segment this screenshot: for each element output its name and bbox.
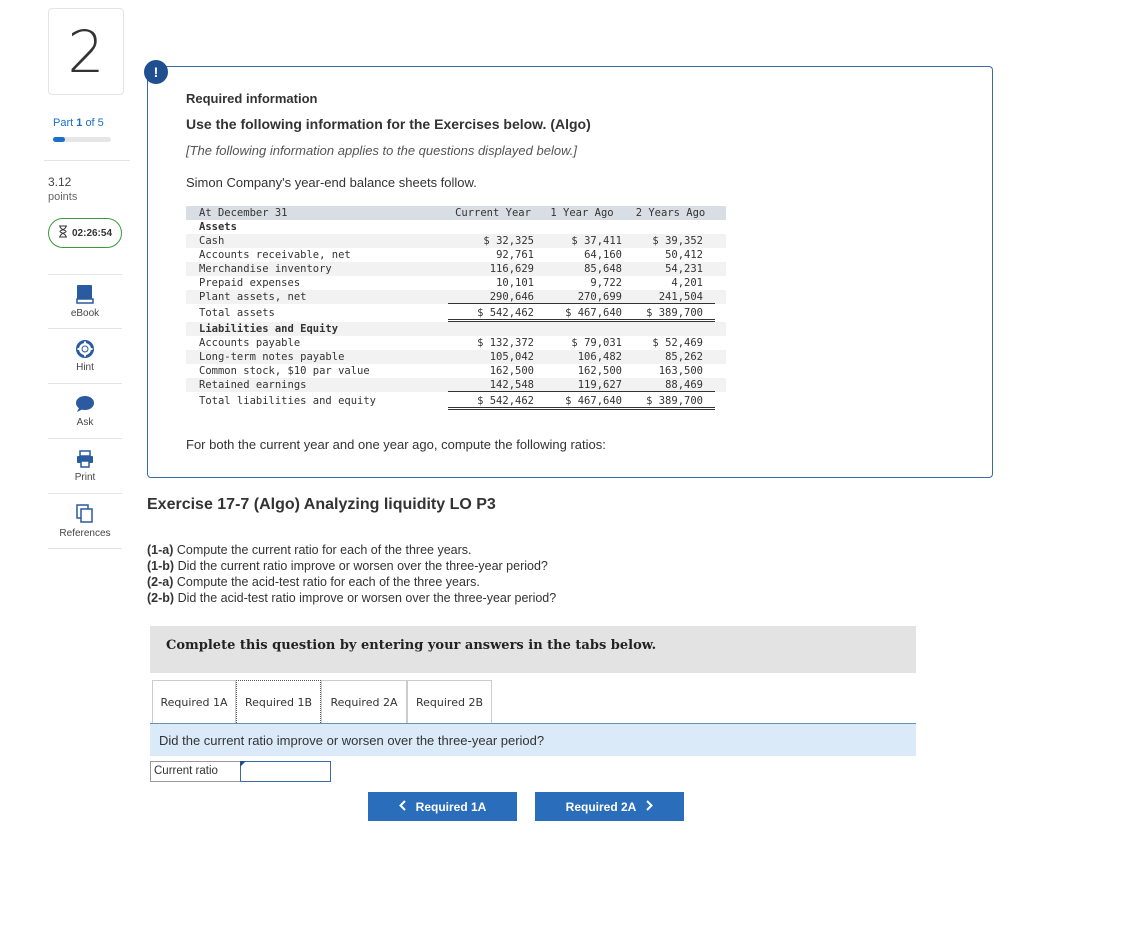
cell-current-year: 92,761: [496, 249, 534, 261]
row-label: Common stock, $10 par value: [199, 365, 370, 377]
answer-label: Current ratio: [150, 761, 241, 782]
question-number: 2: [67, 17, 105, 86]
tab-question-text: Did the current ratio improve or worsen over the three-year period?: [159, 733, 545, 748]
section-heading-row: [186, 220, 726, 234]
exercise-question: [147, 543, 472, 557]
next-tab-label: Required 2A: [565, 799, 637, 814]
timer[interactable]: [48, 218, 122, 248]
row-label: Merchandise inventory: [199, 263, 332, 275]
tool-label: Print: [74, 471, 96, 483]
cell-1-year-ago: $ 467,640: [538, 392, 626, 410]
question-text: Did the acid-test ratio improve or worsen over the three-year period?: [177, 591, 557, 605]
tab-required-2a[interactable]: Required 2A: [321, 680, 407, 723]
input-marker: [240, 761, 246, 767]
cell-current-year: 10,101: [496, 277, 534, 289]
chevron-right-icon: [646, 800, 653, 814]
row-label: Retained earnings: [199, 379, 307, 391]
row-label: Prepaid expenses: [199, 277, 301, 289]
question-text: Compute the acid-test ratio for each of the three years.: [176, 575, 480, 589]
tool-label: Ask: [76, 416, 94, 428]
sidebar: [0, 0, 140, 929]
next-tab-button[interactable]: [535, 792, 684, 821]
tab-required-1a[interactable]: Required 1A: [152, 680, 236, 723]
part-indicator: [53, 117, 104, 129]
intro-text: Simon Company's year-end balance sheets follow.: [186, 175, 477, 190]
previous-tab-button[interactable]: [368, 792, 517, 821]
cell-1-year-ago: 64,160: [584, 249, 622, 261]
cell-2-years-ago: 54,231: [665, 263, 703, 275]
tool-label: eBook: [70, 308, 100, 319]
table-row: [186, 364, 726, 378]
part-progress-fill: [53, 137, 65, 142]
cell-2-years-ago: 85,262: [665, 351, 703, 363]
assets-heading: Assets: [199, 221, 237, 233]
header-label: At December 31: [199, 207, 288, 219]
header-current-year: Current Year: [455, 207, 531, 219]
applies-note: [The following information applies to the questions displayed below.]: [186, 143, 577, 158]
cell-1-year-ago: 9,722: [590, 277, 622, 289]
part-progress-bar: [53, 137, 111, 142]
question-tag: (1-a): [147, 543, 174, 557]
exercise-title: Exercise 17-7 (Algo) Analyzing liquidity LO P3: [147, 496, 496, 513]
row-label: Cash: [199, 235, 225, 247]
timer-text: 02:26:54: [71, 227, 113, 239]
table-row: [186, 248, 726, 262]
cell-1-year-ago: 85,648: [584, 263, 622, 275]
row-label: Total liabilities and equity: [199, 395, 377, 407]
part-prefix: Part: [53, 117, 74, 129]
header-1-year-ago: 1 Year Ago: [550, 207, 614, 219]
cell-2-years-ago: 241,504: [626, 290, 715, 304]
chat-bubble-icon: [75, 395, 95, 413]
closing-text: For both the current year and one year ago, compute the following ratios:: [186, 437, 606, 452]
tools-panel: [48, 274, 122, 549]
row-label: Accounts payable: [199, 337, 301, 349]
ebook-button[interactable]: [48, 274, 122, 329]
liabilities-heading: Liabilities and Equity: [199, 323, 339, 335]
question-text: Did the current ratio improve or worsen over the three-year period?: [177, 559, 548, 573]
exercise-question: [147, 591, 556, 605]
book-icon: [76, 284, 94, 304]
tab-required-2b[interactable]: Required 2B: [407, 680, 492, 723]
table-row: [186, 350, 726, 364]
cell-current-year: $ 32,325: [483, 235, 534, 247]
cell-1-year-ago: 119,627: [538, 378, 626, 392]
question-tag: (1-b): [147, 559, 175, 573]
section-heading-row: [186, 322, 726, 336]
cell-1-year-ago: 106,482: [577, 351, 622, 363]
balance-sheet-table: [186, 206, 726, 410]
cell-1-year-ago: 162,500: [577, 365, 622, 377]
cell-1-year-ago: $ 467,640: [538, 304, 626, 322]
table-row: [186, 276, 726, 290]
current-ratio-select[interactable]: [240, 761, 331, 782]
tab-required-1b[interactable]: Required 1B: [236, 680, 321, 723]
cell-1-year-ago: $ 37,411: [571, 235, 622, 247]
question-tag: (2-a): [147, 575, 174, 589]
question-text: Compute the current ratio for each of the three years.: [176, 543, 472, 557]
cell-current-year: 142,548: [448, 378, 538, 392]
divider: [44, 160, 130, 161]
cell-2-years-ago: $ 389,700: [626, 392, 715, 410]
printer-icon: [76, 450, 94, 468]
cell-current-year: 105,042: [489, 351, 534, 363]
previous-tab-label: Required 1A: [415, 799, 487, 814]
total-assets-row: [186, 304, 726, 322]
instruction-text: Complete this question by entering your answers in the tabs below.: [166, 638, 657, 653]
cell-current-year: 162,500: [489, 365, 534, 377]
question-number-box: [48, 8, 124, 95]
documents-icon: [76, 504, 94, 524]
row-label: Plant assets, net: [199, 291, 307, 303]
cell-2-years-ago: $ 52,469: [652, 337, 703, 349]
chevron-left-icon: [399, 800, 406, 814]
instruction-bar: [150, 626, 916, 673]
question-tag: (2-b): [147, 591, 175, 605]
hint-button[interactable]: [48, 329, 122, 384]
tool-label: References: [59, 527, 111, 539]
use-following-heading: Use the following information for the Exercises below. (Algo): [186, 116, 591, 132]
cell-2-years-ago: 88,469: [626, 378, 715, 392]
row-label: Total assets: [199, 307, 275, 319]
table-row: [186, 234, 726, 248]
ask-button[interactable]: [48, 384, 122, 439]
cell-1-year-ago: $ 79,031: [571, 337, 622, 349]
total-liabilities-row: [186, 392, 726, 410]
table-header: [186, 206, 726, 220]
cell-current-year: 116,629: [489, 263, 534, 275]
cell-current-year: $ 542,462: [448, 304, 538, 322]
cell-2-years-ago: $ 389,700: [626, 304, 715, 322]
row-label: Accounts receivable, net: [199, 249, 351, 261]
part-suffix: of 5: [85, 117, 104, 129]
answer-tabs: [152, 680, 492, 723]
cell-2-years-ago: 163,500: [658, 365, 703, 377]
required-information-heading: Required information: [186, 91, 318, 106]
exercise-question: [147, 575, 480, 589]
table-row: [186, 262, 726, 276]
points-value: 3.12: [48, 175, 72, 189]
alert-icon: !: [144, 60, 168, 84]
print-button[interactable]: [48, 439, 122, 494]
points-label: points: [48, 191, 78, 203]
cell-2-years-ago: $ 39,352: [652, 235, 703, 247]
lifebuoy-icon: [76, 340, 94, 358]
cell-current-year: $ 542,462: [448, 392, 538, 410]
exercise-question: [147, 559, 548, 573]
table-row: [186, 378, 726, 392]
cell-2-years-ago: 4,201: [671, 277, 703, 289]
hourglass-icon: [58, 225, 68, 241]
table-row: [186, 290, 726, 304]
header-2-years-ago: 2 Years Ago: [635, 207, 706, 219]
cell-1-year-ago: 270,699: [538, 290, 626, 304]
tool-label: Hint: [76, 361, 94, 373]
row-label: Long-term notes payable: [199, 351, 345, 363]
part-current: 1: [76, 117, 83, 129]
cell-current-year: $ 132,372: [477, 337, 534, 349]
references-button[interactable]: [48, 494, 122, 549]
cell-2-years-ago: 50,412: [665, 249, 703, 261]
tab-question-bar: [150, 724, 916, 756]
table-row: [186, 336, 726, 350]
cell-current-year: 290,646: [448, 290, 538, 304]
